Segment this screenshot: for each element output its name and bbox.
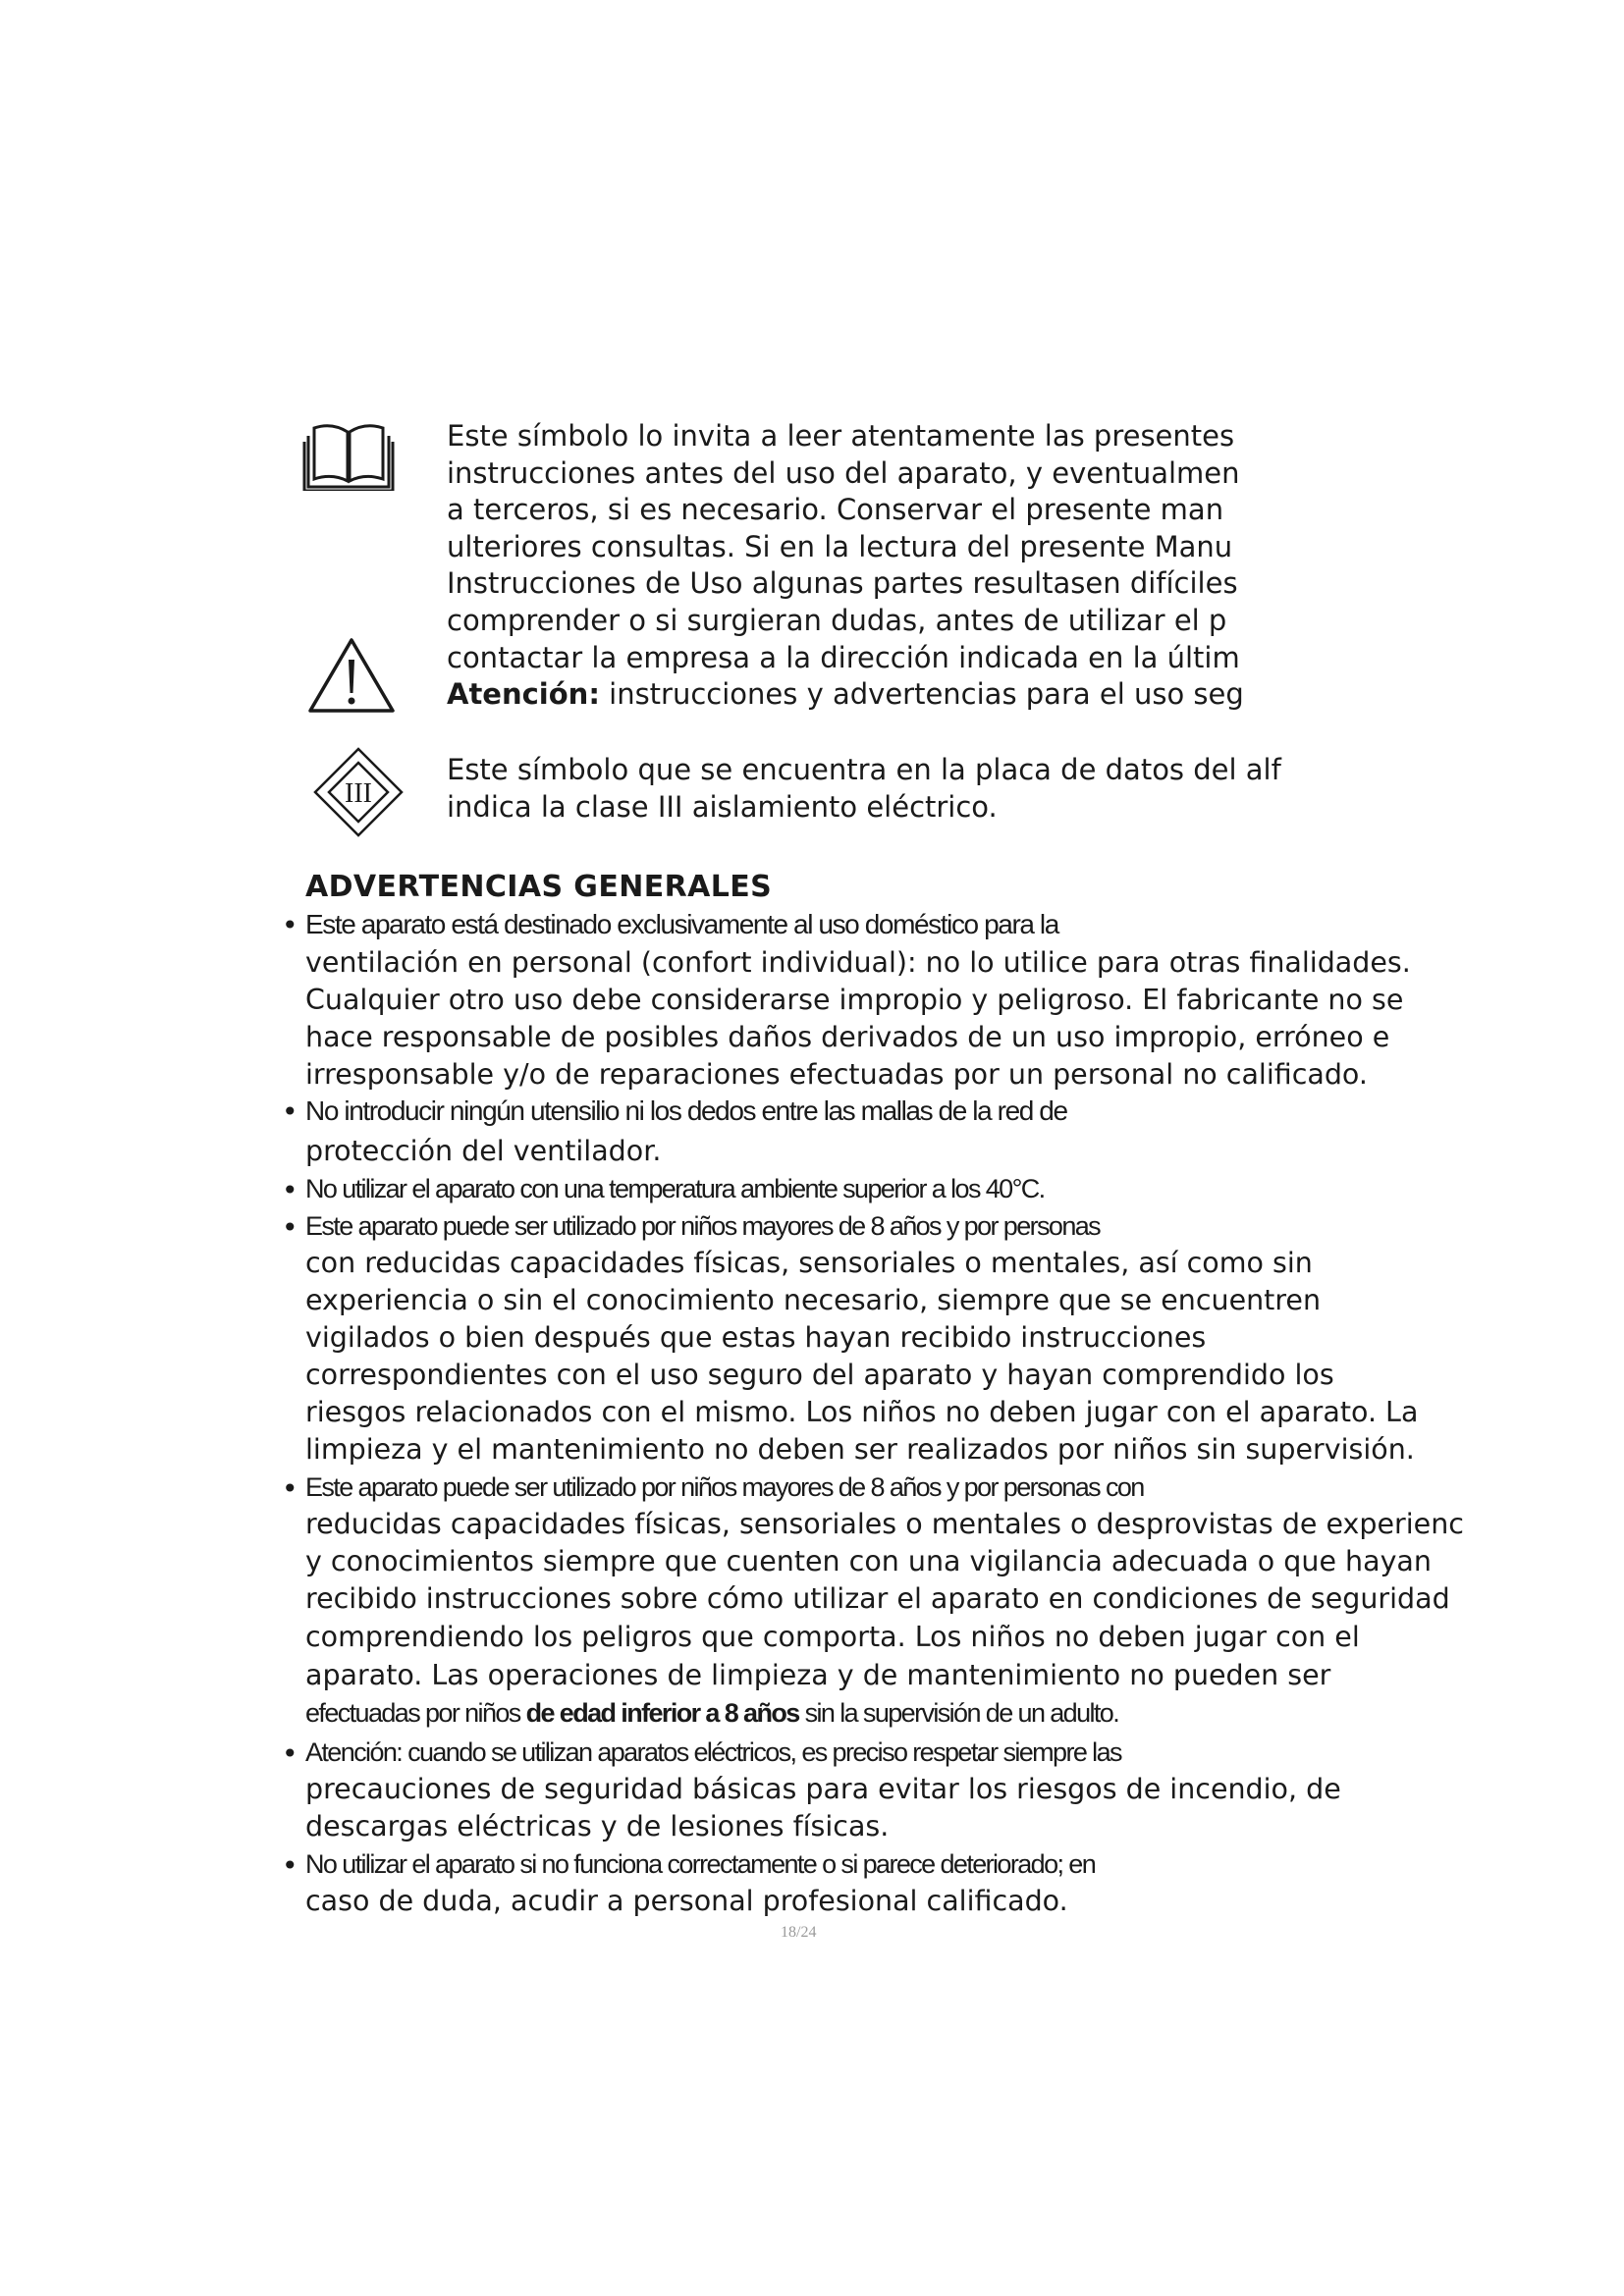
intro-line: comprender o si surgieran dudas, antes de utilizar el p <box>447 603 1227 637</box>
bullet-5-last-bold: de edad inferior a 8 años <box>525 1698 799 1728</box>
class3-paragraph <box>447 752 1305 826</box>
intro-line: ulteriores consultas. Si en la lectura del presente Manu <box>447 529 1233 563</box>
attention-label: Atención: <box>447 677 600 712</box>
bullet-5-last-pre: efectuadas por niños <box>305 1698 526 1728</box>
bullet-7-first-line: No utilizar el aparato si no funciona correctamente o si parece deteriorado; en <box>305 1849 1096 1879</box>
bullet-5-first-line: Este aparato puede ser utilizado por niños mayores de 8 años y por personas con <box>305 1472 1144 1502</box>
section-title: ADVERTENCIAS GENERALES <box>305 870 773 904</box>
bullet-6-line: descargas eléctricas y de lesiones físicas. <box>305 1810 890 1842</box>
bullet-5-line: comprendiendo los peligros que comporta. Los niños no deben jugar con el <box>305 1621 1360 1653</box>
bullet-dot: • <box>282 1737 298 1770</box>
bullet-4-first-line: Este aparato puede ser utilizado por niños mayores de 8 años y por personas <box>305 1211 1101 1241</box>
bullet-dot: • <box>282 1174 298 1206</box>
open-book-icon <box>302 420 395 491</box>
bullet-1-first-line: Este aparato está destinado exclusivamente al uso doméstico para la <box>305 909 1058 939</box>
bullet-3-first-line: No utilizar el aparato con una temperatura ambiente superior a los 40°C. <box>305 1174 1045 1203</box>
bullet-7-line: caso de duda, acudir a personal profesional calificado. <box>305 1885 1068 1917</box>
bullet-1-line: Cualquier otro uso debe considerarse impropio y peligroso. El fabricante no se <box>305 984 1404 1016</box>
bullet-6-line: precauciones de seguridad básicas para evitar los riesgos de incendio, de <box>305 1773 1341 1805</box>
bullet-1-line: ventilación en personal (confort individual): no lo utilice para otras finalidades. <box>305 946 1411 979</box>
bullet-1-line: hace responsable de posibles daños derivados de un uso impropio, erróneo e <box>305 1021 1390 1053</box>
intro-paragraph <box>447 418 1305 714</box>
warning-triangle-icon <box>306 636 397 715</box>
class-iii-diamond-icon <box>312 746 405 838</box>
class3-line: Este símbolo que se encuentra en la placa de datos del alf <box>447 753 1281 786</box>
bullet-4-line: riesgos relacionados con el mismo. Los niños no deben jugar con el aparato. La <box>305 1396 1419 1428</box>
bullet-dot: • <box>282 1095 298 1128</box>
intro-line: contactar la empresa a la dirección indicada en la últim <box>447 640 1240 674</box>
bullet-1-line: irresponsable y/o de reparaciones efectuadas por un personal no calificado. <box>305 1058 1368 1091</box>
page-number: 18/24 <box>781 1924 817 1941</box>
bullet-5-line: y conocimientos siempre que cuenten con una vigilancia adecuada o que hayan <box>305 1545 1432 1577</box>
bullet-4-line: correspondientes con el uso seguro del aparato y hayan comprendido los <box>305 1359 1334 1391</box>
bullet-5-line: aparato. Las operaciones de limpieza y de mantenimiento no pueden ser <box>305 1659 1331 1691</box>
bullet-4-line: experiencia o sin el conocimiento necesario, siempre que se encuentren <box>305 1284 1322 1316</box>
attention-text: instrucciones y advertencias para el uso seg <box>599 677 1244 712</box>
bullet-6-first-line: Atención: cuando se utilizan aparatos eléctricos, es preciso respetar siempre las <box>305 1737 1121 1767</box>
bullet-dot: • <box>282 1211 298 1244</box>
bullet-5-last-line <box>305 1698 1118 1729</box>
bullet-dot: • <box>282 1849 298 1882</box>
bullet-4-line: con reducidas capacidades físicas, sensoriales o mentales, así como sin <box>305 1247 1313 1279</box>
bullet-4-line: limpieza y el mantenimiento no deben ser realizados por niños sin supervisión. <box>305 1433 1415 1466</box>
bullet-2-line: protección del ventilador. <box>305 1135 662 1167</box>
bullet-5-line: reducidas capacidades físicas, sensoriales o mentales o desprovistas de experienc <box>305 1508 1464 1540</box>
intro-line: Este símbolo lo invita a leer atentamente las presentes <box>447 419 1235 453</box>
intro-line: instrucciones antes del uso del aparato, y eventualmen <box>447 455 1240 490</box>
class-iii-label: III <box>345 778 372 809</box>
bullet-4-line: vigilados o bien después que estas hayan recibido instrucciones <box>305 1321 1207 1354</box>
bullet-2-first-line: No introducir ningún utensilio ni los dedos entre las mallas de la red de <box>305 1095 1067 1126</box>
bullet-dot: • <box>282 909 298 941</box>
class3-line: indica la clase III aislamiento eléctrico. <box>447 789 998 824</box>
intro-line: a terceros, si es necesario. Conservar el presente man <box>447 493 1224 527</box>
bullet-5-line: recibido instrucciones sobre cómo utilizar el aparato en condiciones de seguridad <box>305 1582 1450 1615</box>
bullet-dot: • <box>282 1472 298 1505</box>
bullet-5-last-post: sin la supervisión de un adulto. <box>798 1698 1119 1728</box>
attention-line <box>447 676 1305 714</box>
intro-line: Instrucciones de Uso algunas partes resultasen difíciles <box>447 566 1238 601</box>
